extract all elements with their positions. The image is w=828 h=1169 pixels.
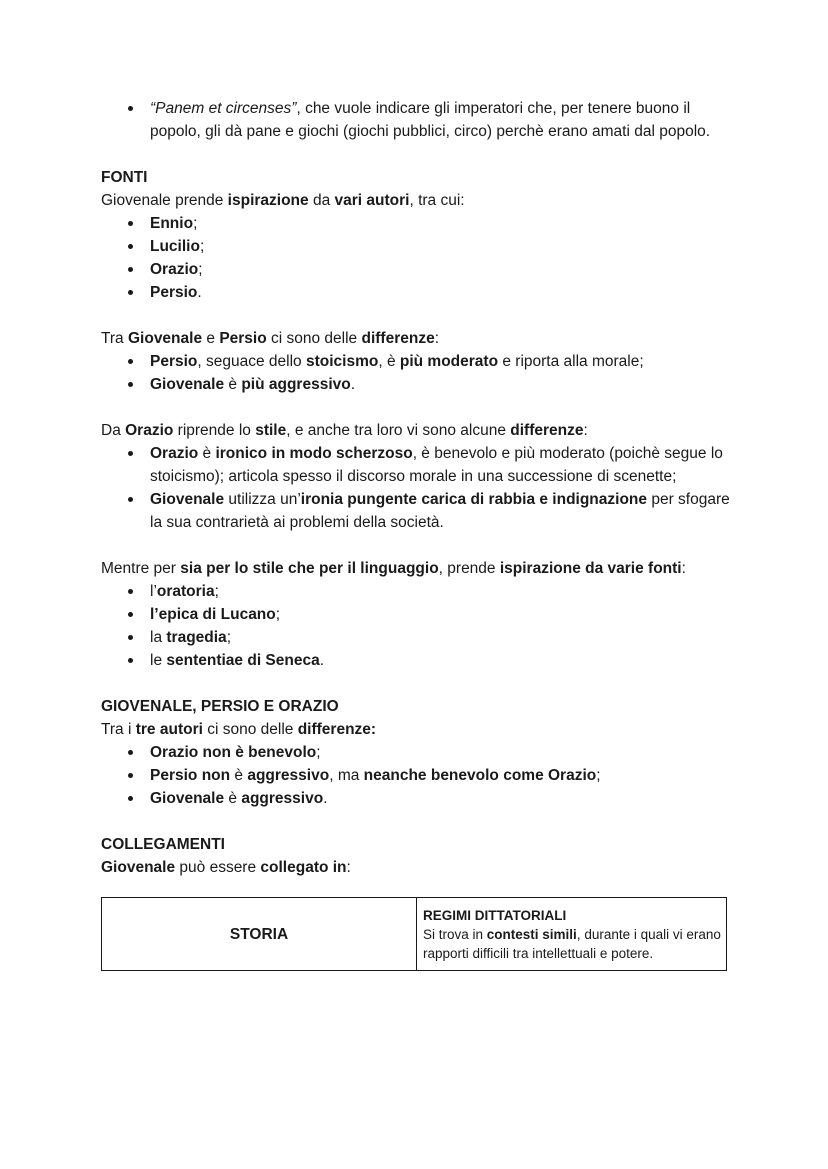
tre-autori-list <box>101 741 731 810</box>
paragraph: Tra Giovenale e Persio ci sono delle differenze: <box>101 330 440 347</box>
orazio-list <box>101 442 731 534</box>
list-item: l’oratoria; <box>101 580 731 603</box>
list-item: Orazio non è benevolo; <box>101 741 731 764</box>
stile-list <box>101 580 731 672</box>
table-row <box>102 898 727 971</box>
section-heading-collegamenti: COLLEGAMENTI <box>101 836 225 853</box>
list-item: Giovenale utilizza un’ironia pungente carica di rabbia e indignazione per sfogare la sua contrarietà ai problemi della società. <box>101 488 731 534</box>
list-item: Giovenale è aggressivo. <box>101 787 731 810</box>
intro-list <box>101 97 731 143</box>
section-heading-tre-autori: GIOVENALE, PERSIO E ORAZIO <box>101 698 339 715</box>
list-item: la tragedia; <box>101 626 731 649</box>
paragraph: Mentre per sia per lo stile che per il linguaggio, prende ispirazione da varie fonti: <box>101 560 686 577</box>
list-item: Persio non è aggressivo, ma neanche benevolo come Orazio; <box>101 764 731 787</box>
fonti-list <box>101 212 731 304</box>
paragraph: Giovenale può essere collegato in: <box>101 859 351 876</box>
list-item: le sententiae di Seneca. <box>101 649 731 672</box>
list-item: Persio, seguace dello stoicismo, è più moderato e riporta alla morale; <box>101 350 731 373</box>
paragraph: Giovenale prende ispirazione da vari autori, tra cui: <box>101 192 465 209</box>
list-item: l’epica di Lucano; <box>101 603 731 626</box>
giovenale-persio-list <box>101 350 731 396</box>
list-item: Orazio è ironico in modo scherzoso, è benevolo e più moderato (poichè segue lo stoicismo); articola spesso il discorso morale in una successione di scenette; <box>101 442 731 488</box>
list-item: Lucilio; <box>101 235 731 258</box>
table-cell-link <box>417 898 727 971</box>
table-cell-subject: STORIA <box>102 898 417 971</box>
paragraph: Tra i tre autori ci sono delle differenze: <box>101 721 377 738</box>
paragraph: Da Orazio riprende lo stile, e anche tra loro vi sono alcune differenze: <box>101 422 588 439</box>
document-page <box>101 97 731 971</box>
list-item: Giovenale è più aggressivo. <box>101 373 731 396</box>
list-item: Ennio; <box>101 212 731 235</box>
section-heading-fonti: FONTI <box>101 169 148 186</box>
table-cell-body: Si trova in contesti simili, durante i quali vi erano rapporti difficili tra intellettuali e potere. <box>423 927 721 961</box>
list-item: “Panem et circenses”, che vuole indicare gli imperatori che, per tenere buono il popolo, gli dà pane e giochi (giochi pubblici, circo) perchè erano amati dal popolo. <box>101 97 731 143</box>
table-cell-title: REGIMI DITTATORIALI <box>423 908 567 923</box>
list-item: Orazio; <box>101 258 731 281</box>
list-item: Persio. <box>101 281 731 304</box>
collegamenti-table <box>101 897 727 971</box>
